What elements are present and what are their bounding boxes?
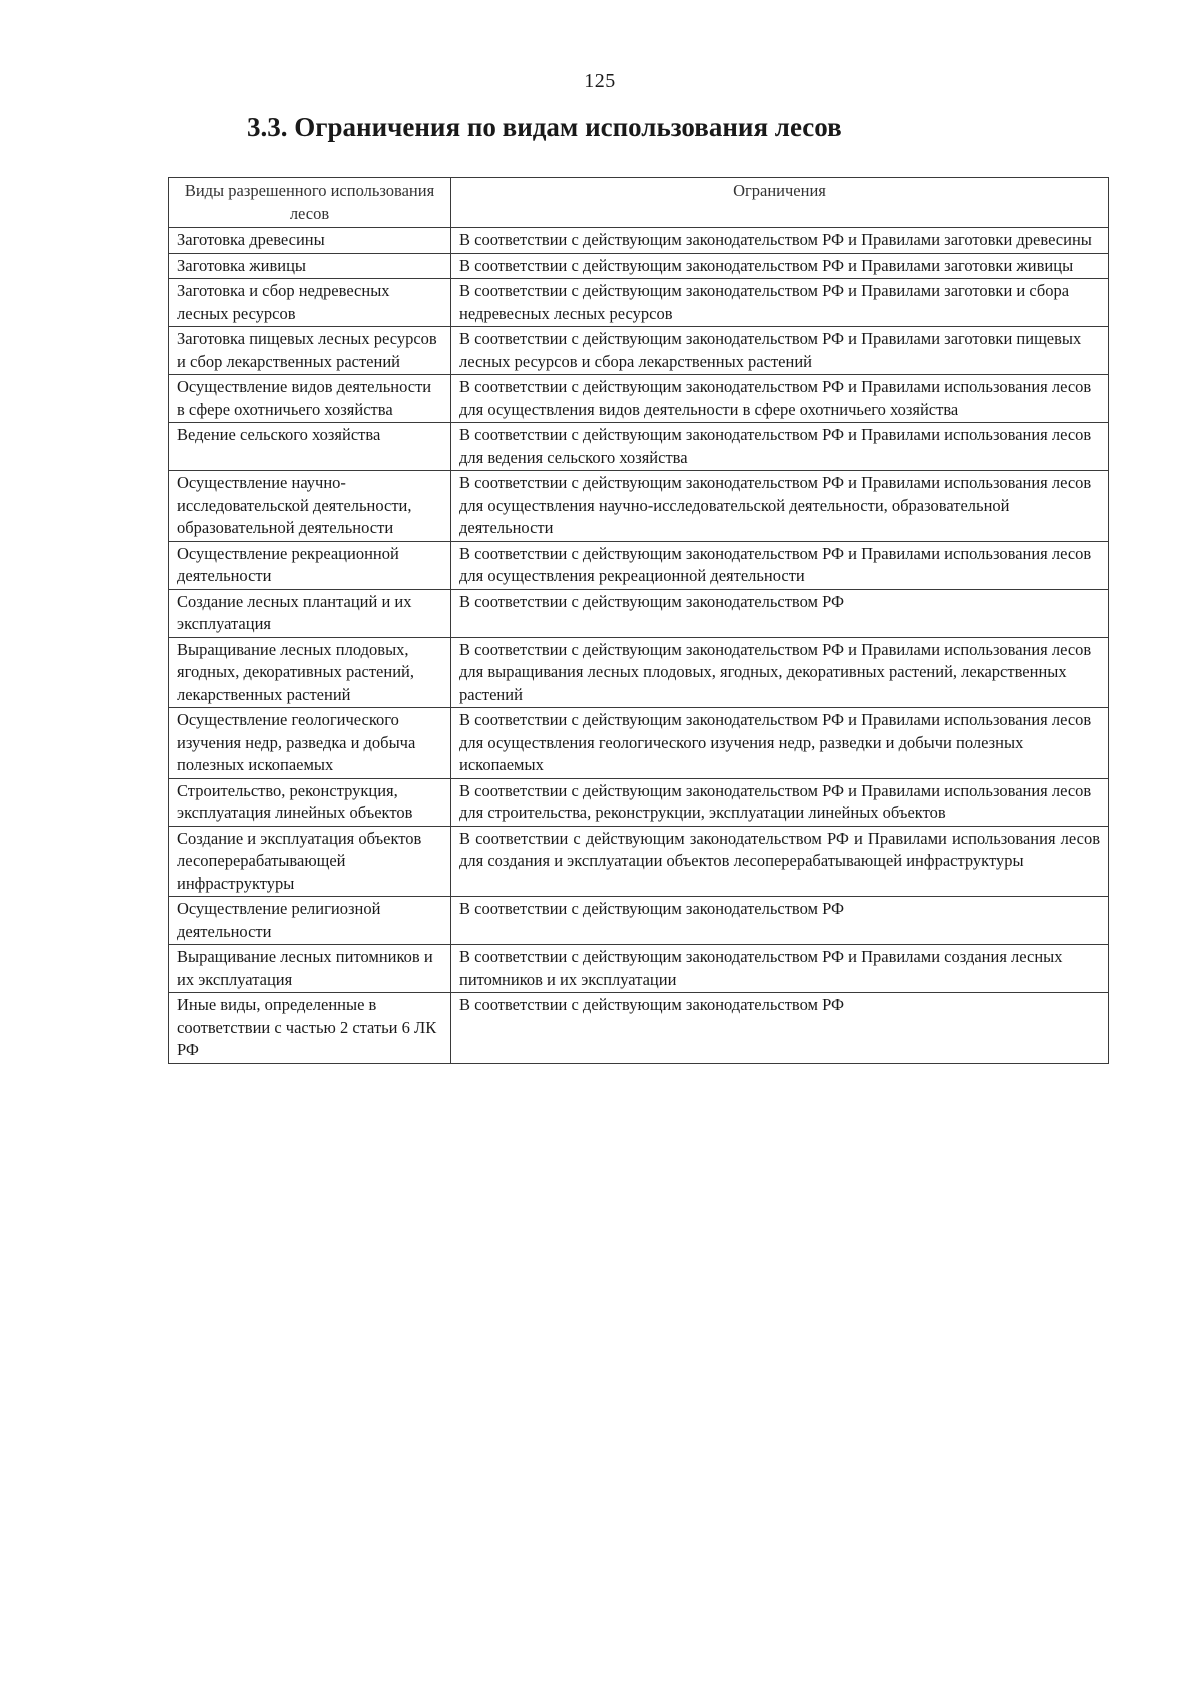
table-row xyxy=(169,279,1109,327)
restriction-cell: В соответствии с действующим законодательством РФ и Правилами заготовки живицы xyxy=(451,253,1109,279)
restriction-cell: В соответствии с действующим законодательством РФ и Правилами использования лесов для осуществления видов деятельности в сфере охотничьего хозяйства xyxy=(451,375,1109,423)
forest-use-type-cell: Выращивание лесных плодовых, ягодных, декоративных растений, лекарственных растений xyxy=(169,637,451,708)
restriction-cell: В соответствии с действующим законодательством РФ и Правилами использования лесов для осуществления рекреационной деятельности xyxy=(451,541,1109,589)
table-row xyxy=(169,637,1109,708)
forest-use-type-cell: Выращивание лесных питомников и их эксплуатация xyxy=(169,945,451,993)
restrictions-table xyxy=(168,177,1109,1064)
restriction-cell: В соответствии с действующим законодательством РФ и Правилами использования лесов для строительства, реконструкции, эксплуатации линейных объектов xyxy=(451,778,1109,826)
restriction-cell: В соответствии с действующим законодательством РФ xyxy=(451,993,1109,1064)
restriction-cell: В соответствии с действующим законодательством РФ и Правилами использования лесов для создания и эксплуатации объектов лесоперерабатывающей инфраструктуры xyxy=(451,826,1109,897)
forest-use-type-cell: Заготовка пищевых лесных ресурсов и сбор лекарственных растений xyxy=(169,327,451,375)
table-row xyxy=(169,327,1109,375)
table-row xyxy=(169,589,1109,637)
forest-use-type-cell: Создание и эксплуатация объектов лесоперерабатывающей инфраструктуры xyxy=(169,826,451,897)
forest-use-type-cell: Осуществление научно-исследовательской деятельности, образовательной деятельности xyxy=(169,471,451,542)
restriction-cell: В соответствии с действующим законодательством РФ и Правилами заготовки пищевых лесных ресурсов и сбора лекарственных растений xyxy=(451,327,1109,375)
table-row xyxy=(169,375,1109,423)
table-row xyxy=(169,423,1109,471)
table-row xyxy=(169,897,1109,945)
restriction-cell: В соответствии с действующим законодательством РФ и Правилами создания лесных питомников и их эксплуатации xyxy=(451,945,1109,993)
restriction-cell: В соответствии с действующим законодательством РФ и Правилами использования лесов для осуществления геологического изучения недр, разведки и добычи полезных ископаемых xyxy=(451,708,1109,779)
table-row xyxy=(169,993,1109,1064)
restriction-cell: В соответствии с действующим законодательством РФ xyxy=(451,897,1109,945)
restriction-cell: В соответствии с действующим законодательством РФ и Правилами использования лесов для осуществления научно-исследовательской деятельности, образовательной деятельности xyxy=(451,471,1109,542)
forest-use-type-cell: Иные виды, определенные в соответствии с частью 2 статьи 6 ЛК РФ xyxy=(169,993,451,1064)
restriction-cell: В соответствии с действующим законодательством РФ и Правилами использования лесов для ведения сельского хозяйства xyxy=(451,423,1109,471)
restriction-cell: В соответствии с действующим законодательством РФ и Правилами заготовки и сбора недревесных лесных ресурсов xyxy=(451,279,1109,327)
forest-use-type-cell: Осуществление религиозной деятельности xyxy=(169,897,451,945)
table-row xyxy=(169,778,1109,826)
column-header-forest-use-type: Виды разрешенного использования лесов xyxy=(169,178,451,228)
forest-use-type-cell: Осуществление рекреационной деятельности xyxy=(169,541,451,589)
restriction-cell: В соответствии с действующим законодательством РФ и Правилами использования лесов для выращивания лесных плодовых, ягодных, декоративных растений, лекарственных растений xyxy=(451,637,1109,708)
table-header-row xyxy=(169,178,1109,228)
forest-use-type-cell: Заготовка древесины xyxy=(169,228,451,254)
table-row xyxy=(169,708,1109,779)
forest-use-type-cell: Заготовка и сбор недревесных лесных ресурсов xyxy=(169,279,451,327)
forest-use-type-cell: Строительство, реконструкция, эксплуатация линейных объектов xyxy=(169,778,451,826)
forest-use-type-cell: Осуществление видов деятельности в сфере охотничьего хозяйства xyxy=(169,375,451,423)
column-header-restrictions: Ограничения xyxy=(451,178,1109,228)
table-row xyxy=(169,471,1109,542)
table-row xyxy=(169,253,1109,279)
forest-use-type-cell: Заготовка живицы xyxy=(169,253,451,279)
table-row xyxy=(169,945,1109,993)
restriction-cell: В соответствии с действующим законодательством РФ xyxy=(451,589,1109,637)
restriction-cell: В соответствии с действующим законодательством РФ и Правилами заготовки древесины xyxy=(451,228,1109,254)
page-number: 125 xyxy=(584,70,616,92)
forest-use-type-cell: Ведение сельского хозяйства xyxy=(169,423,451,471)
forest-use-type-cell: Создание лесных плантаций и их эксплуатация xyxy=(169,589,451,637)
section-title: 3.3. Ограничения по видам использования лесов xyxy=(247,112,842,142)
forest-use-type-cell: Осуществление геологического изучения недр, разведка и добыча полезных ископаемых xyxy=(169,708,451,779)
table-row xyxy=(169,541,1109,589)
table-row xyxy=(169,826,1109,897)
table-row xyxy=(169,228,1109,254)
